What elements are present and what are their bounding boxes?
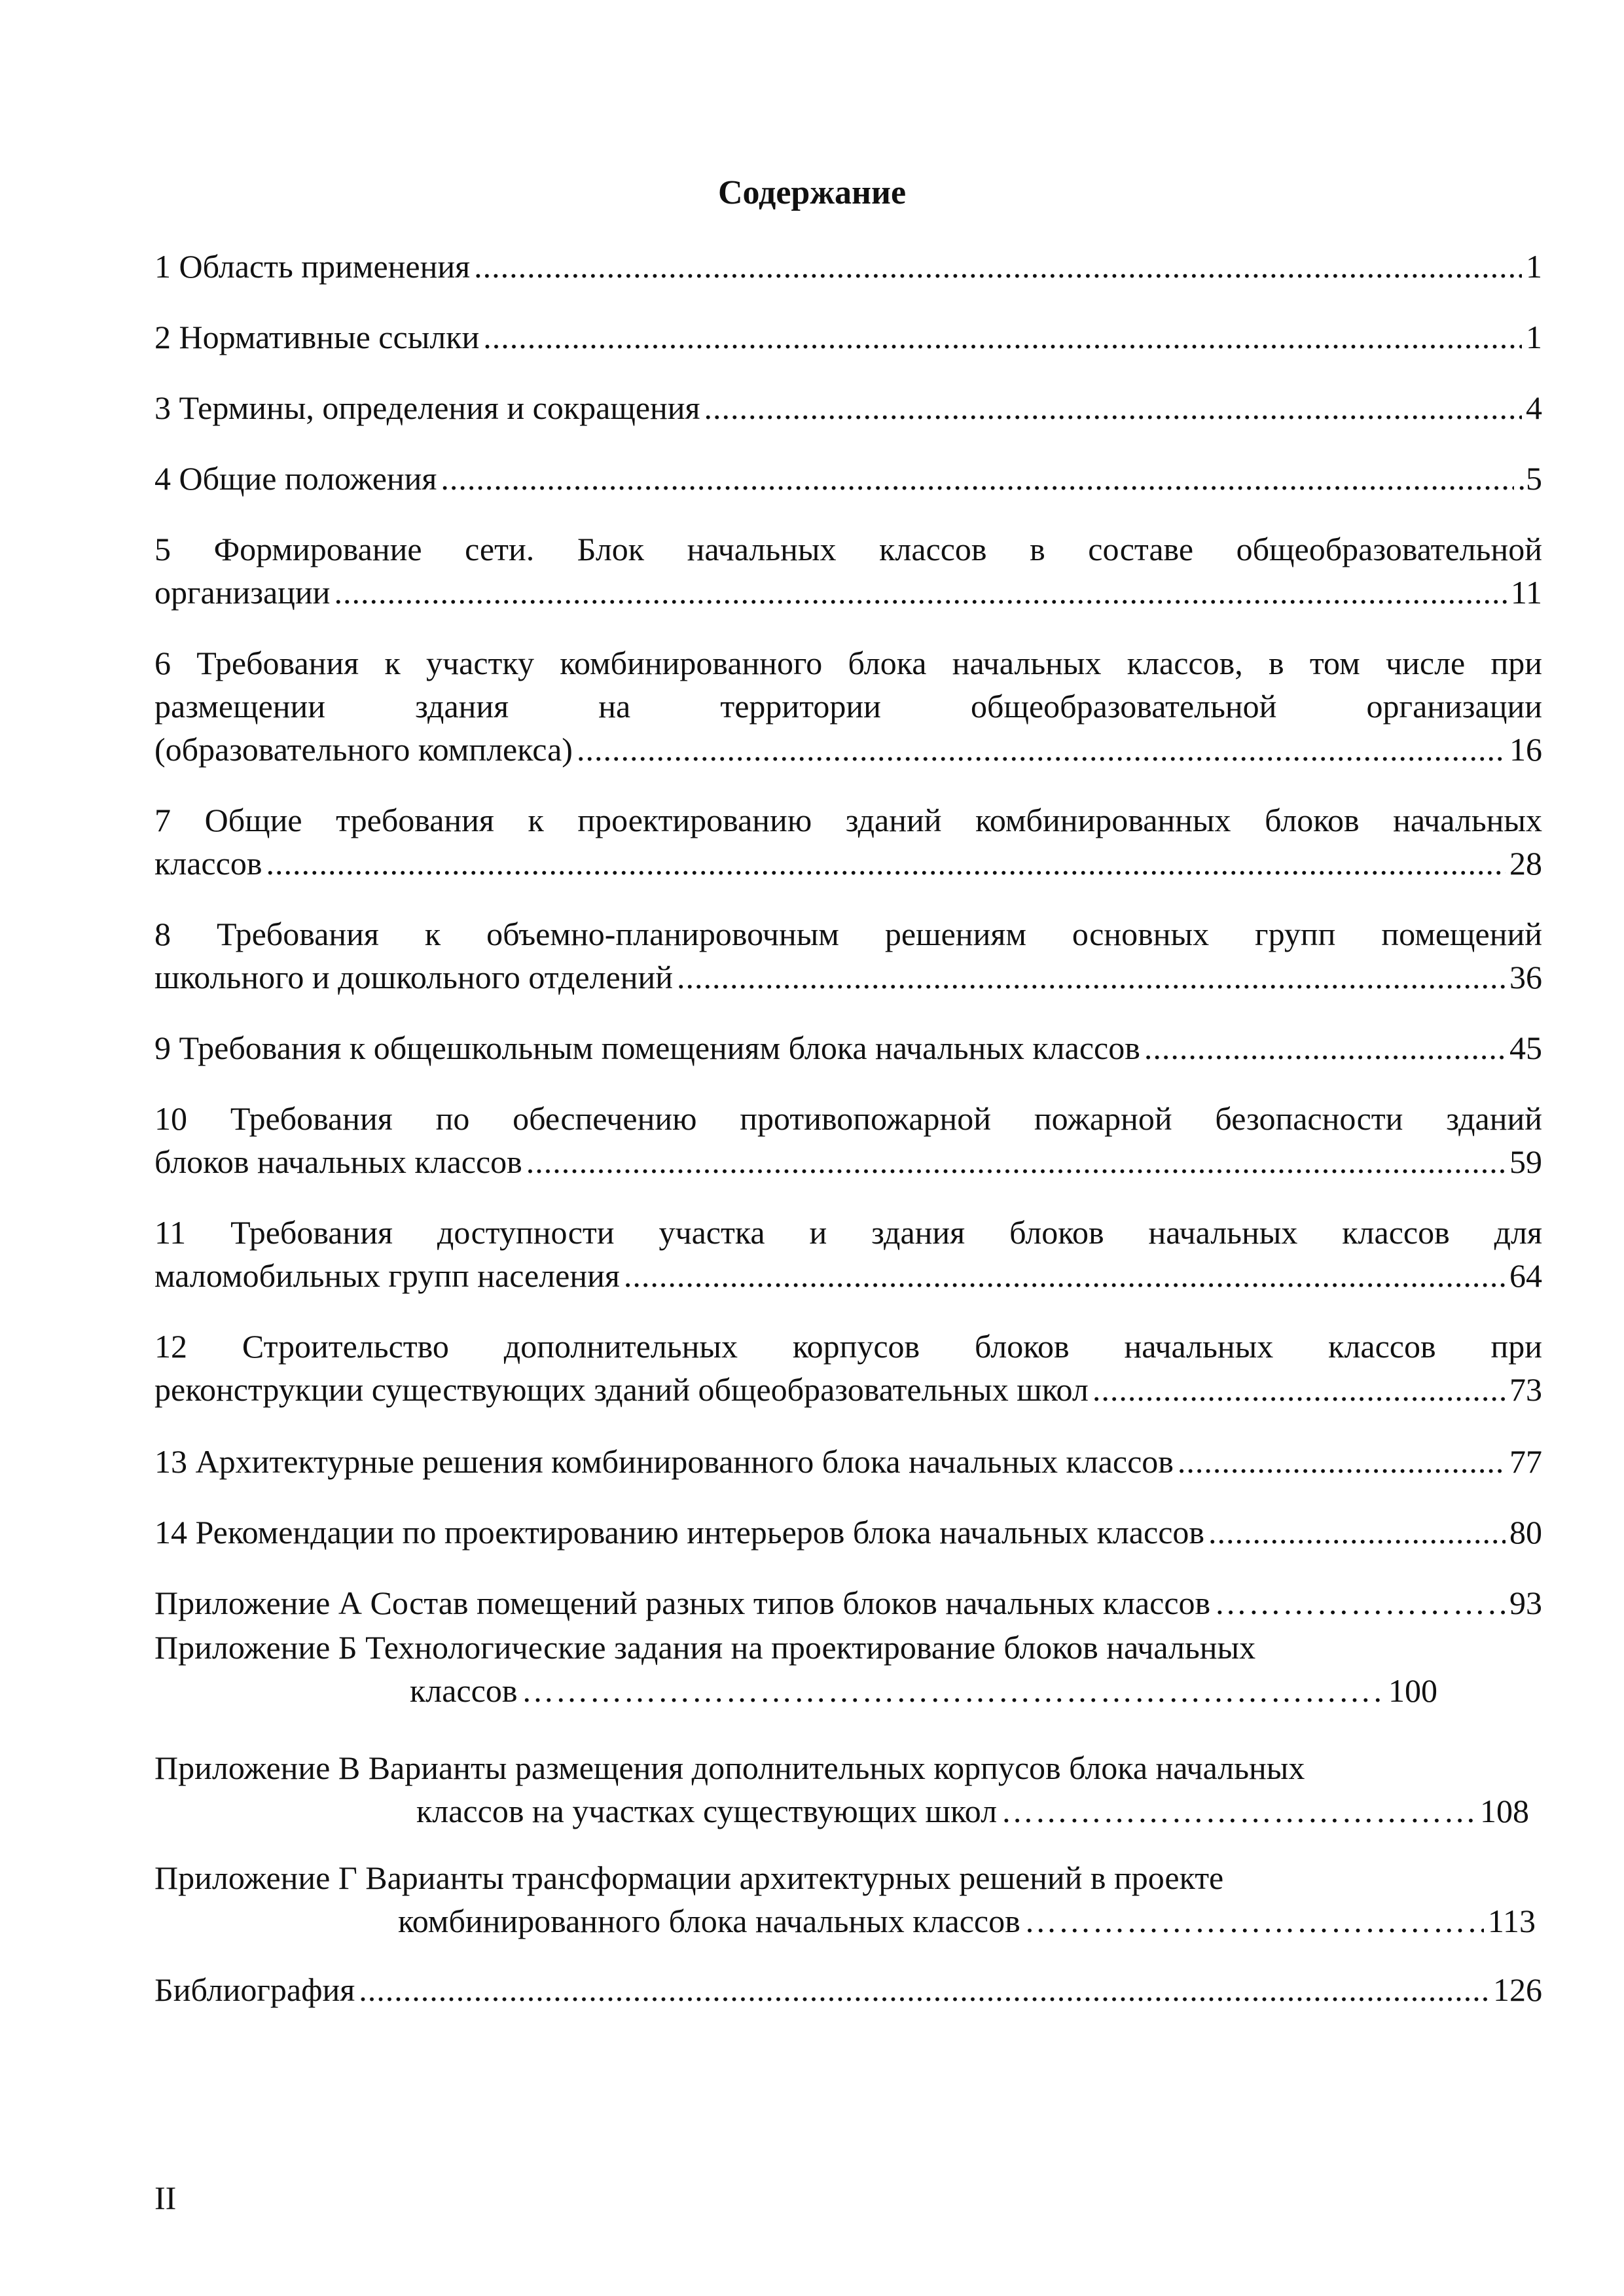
toc-entry-7[interactable]: [154, 798, 1542, 885]
toc-entry-title-cont: маломобильных групп населения: [154, 1257, 620, 1294]
toc-entry-11[interactable]: [154, 1211, 1542, 1297]
toc-entry-title-cont: комбинированного блока начальных классов: [398, 1903, 1020, 1939]
toc-entry-8[interactable]: [154, 912, 1542, 999]
toc-entry-2[interactable]: [154, 315, 1542, 359]
toc-entry-5[interactable]: [154, 528, 1542, 614]
toc-entry-13[interactable]: [154, 1440, 1542, 1483]
toc-entry-title: 2 Нормативные ссылки: [154, 319, 480, 355]
toc-page-number: 100: [1388, 1672, 1437, 1709]
toc-entry-title: 3 Термины, определения и сокращения: [154, 389, 700, 426]
toc-entry-title: 11 Требования доступности участка и здания блоков начальных классов для: [154, 1214, 1542, 1251]
leader-dots: [704, 386, 1522, 429]
leader-dots: [677, 956, 1506, 999]
leader-dots: [1092, 1368, 1506, 1411]
toc-page-number: 36: [1509, 959, 1542, 996]
leader-dots: [266, 842, 1506, 885]
toc-entry-title: 13 Архитектурные решения комбинированного блока начальных классов: [154, 1443, 1174, 1480]
leader-dots: [483, 315, 1522, 359]
toc-entry-title: 9 Требования к общешкольным помещениям блока начальных классов: [154, 1030, 1140, 1066]
leader-dots: [441, 457, 1513, 500]
toc-page-number: 45: [1509, 1030, 1542, 1066]
toc-entry-appendix-g[interactable]: [154, 1856, 1536, 1943]
toc-entry-title: 5 Формирование сети. Блок начальных классов в составе общеобразовательной: [154, 531, 1542, 567]
toc-page-number: 59: [1509, 1143, 1542, 1180]
toc-entry-title: 12 Строительство дополнительных корпусов блоков начальных классов при: [154, 1328, 1542, 1365]
toc-entry-title-cont: размещении здания на территории общеобразовательной организации: [154, 688, 1542, 725]
toc-page-number: 80: [1509, 1514, 1542, 1551]
toc-entry-title-cont: (образовательного комплекса): [154, 731, 573, 768]
toc-page-number: 77: [1509, 1443, 1542, 1480]
leader-dots: [1001, 1789, 1476, 1833]
toc-entry-title: 10 Требования по обеспечению противопожарной пожарной безопасности зданий: [154, 1100, 1542, 1137]
toc-page-number: 1: [1526, 319, 1542, 355]
toc-page-number: 126: [1493, 1971, 1542, 2008]
toc-entry-3[interactable]: [154, 386, 1542, 429]
toc-entry-title: 6 Требования к участку комбинированного блока начальных классов, в том числе при: [154, 645, 1542, 681]
leader-dots: [1144, 1026, 1506, 1069]
toc-entry-title: 7 Общие требования к проектированию зданий комбинированных блоков начальных: [154, 802, 1542, 838]
toc-entry-6[interactable]: [154, 641, 1542, 771]
toc-entry-title-cont: классов: [410, 1672, 518, 1709]
toc-page-number: 4: [1526, 389, 1542, 426]
toc-entry-bibliography[interactable]: [154, 1968, 1542, 2011]
toc-entry-title: Приложение Г Варианты трансформации архитектурных решений в проекте: [154, 1859, 1224, 1896]
toc-entry-9[interactable]: [154, 1026, 1542, 1069]
leader-dots: [526, 1140, 1506, 1183]
toc-entry-title: Приложение А Состав помещений разных типов блоков начальных классов: [154, 1585, 1211, 1621]
toc-entry-title: 4 Общие положения: [154, 460, 437, 497]
toc-entry-title: 8 Требования к объемно-планировочным решениям основных групп помещений: [154, 916, 1542, 952]
toc-page-number: 16: [1509, 731, 1542, 768]
toc-page-number: 11: [1510, 574, 1542, 611]
toc-entry-1[interactable]: [154, 245, 1542, 288]
leader-dots: [1208, 1511, 1506, 1554]
toc-page-number: 28: [1509, 845, 1542, 882]
toc-entry-title-cont: реконструкции существующих зданий общеобразовательных школ: [154, 1371, 1089, 1408]
toc-page-number: 73: [1509, 1371, 1542, 1408]
toc-page-number: 1: [1526, 248, 1542, 285]
toc-entry-12[interactable]: [154, 1325, 1542, 1411]
toc-entry-appendix-b[interactable]: [154, 1626, 1477, 1712]
toc-page-number: 93: [1509, 1585, 1542, 1621]
toc-page-number: .5: [1517, 460, 1542, 497]
toc-page-number: 113: [1487, 1903, 1536, 1939]
page-title: Содержание: [717, 174, 907, 211]
toc-entry-title: 14 Рекомендации по проектированию интерьеров блока начальных классов: [154, 1514, 1205, 1551]
toc-entry-title-cont: классов: [154, 845, 262, 882]
toc-entry-title: Библиография: [154, 1971, 355, 2008]
leader-dots: [1024, 1899, 1484, 1943]
toc-entry-appendix-v[interactable]: [154, 1746, 1529, 1833]
leader-dots: [624, 1254, 1506, 1297]
leader-dots: [474, 245, 1522, 288]
leader-dots: [359, 1968, 1489, 2011]
toc-entry-title: Приложение В Варианты размещения дополнительных корпусов блока начальных: [154, 1749, 1305, 1786]
toc-page-number: 64: [1509, 1257, 1542, 1294]
toc-entry-appendix-a[interactable]: [154, 1581, 1542, 1624]
toc-entry-title-cont: школьного и дошкольного отделений: [154, 959, 674, 996]
toc-entry-title-cont: блоков начальных классов: [154, 1143, 522, 1180]
toc-entry-title-cont: организации: [154, 574, 331, 611]
leader-dots: [521, 1669, 1384, 1712]
leader-dots: [1214, 1581, 1506, 1624]
toc-entry-title: Приложение Б Технологические задания на проектирование блоков начальных: [154, 1629, 1256, 1666]
toc-page-number: 108: [1480, 1793, 1529, 1829]
toc-entry-10[interactable]: [154, 1097, 1542, 1183]
toc-entry-title-cont: классов на участках существующих школ: [416, 1793, 998, 1829]
toc-entry-title: 1 Область применения: [154, 248, 471, 285]
page-number: II: [154, 2179, 177, 2216]
toc-entry-14[interactable]: [154, 1511, 1542, 1554]
toc-entry-4[interactable]: [154, 457, 1542, 500]
leader-dots: [577, 728, 1506, 771]
leader-dots: [334, 571, 1506, 614]
leader-dots: [1178, 1440, 1506, 1483]
